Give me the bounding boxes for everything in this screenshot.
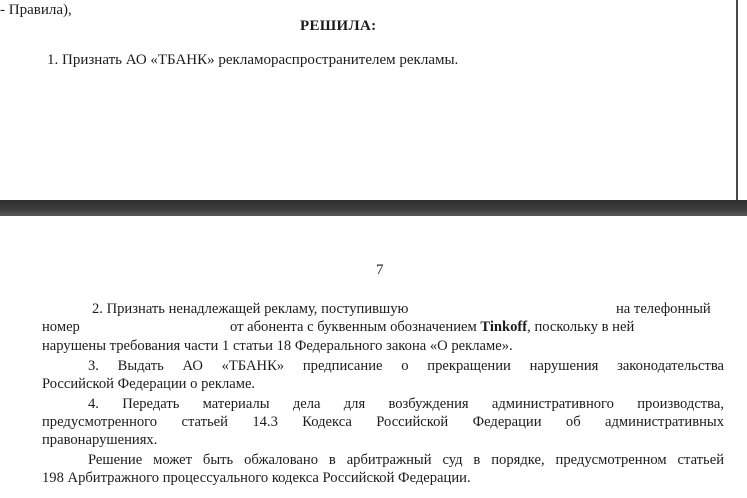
brand-name: Tinkoff	[480, 319, 528, 335]
page-number: 7	[376, 262, 384, 278]
decision-item-4-line-3: правонарушениях.	[42, 432, 158, 448]
continuation-text: - Правила),	[0, 2, 72, 18]
decision-item-2-line-2	[230, 319, 634, 336]
decision-item-2-line-2-end: , поскольку в ней	[527, 319, 635, 335]
decision-item-3-line-1: 3. Выдать АО «ТБАНК» предписание о прекращении нарушения законодательства	[88, 358, 724, 374]
decision-item-3-line-2: Российской Федерации о рекламе.	[42, 376, 256, 392]
decision-item-1: 1. Признать АО «ТБАНК» рекламораспространителем рекламы.	[47, 52, 459, 68]
document-page-bottom	[0, 216, 747, 498]
decision-item-4-line-1: 4. Передать материалы дела для возбуждения административного производства,	[88, 396, 724, 412]
decision-item-2-line-1-start: 2. Признать ненадлежащей рекламу, поступившую	[92, 301, 409, 317]
appeal-line-1: Решение может быть обжаловано в арбитражный суд в порядке, предусмотренном статьей	[88, 452, 724, 468]
decision-item-2-line-3: нарушены требования части 1 статьи 18 Федерального закона «О рекламе».	[42, 338, 513, 354]
decision-item-2-line-2-start: номер	[42, 319, 80, 335]
decision-item-4-line-2: предусмотренного статьей 14.3 Кодекса Российской Федерации об административных	[42, 414, 724, 430]
decision-heading: РЕШИЛА:	[300, 18, 377, 34]
page-separator	[0, 200, 747, 216]
decision-item-2-line-1-end: на телефонный	[616, 301, 711, 317]
document-page-top	[0, 0, 738, 200]
decision-item-2-line-2-mid: от абонента с буквенным обозначением	[230, 319, 477, 335]
appeal-line-2: 198 Арбитражного процессуального кодекса Российской Федерации.	[42, 470, 471, 486]
